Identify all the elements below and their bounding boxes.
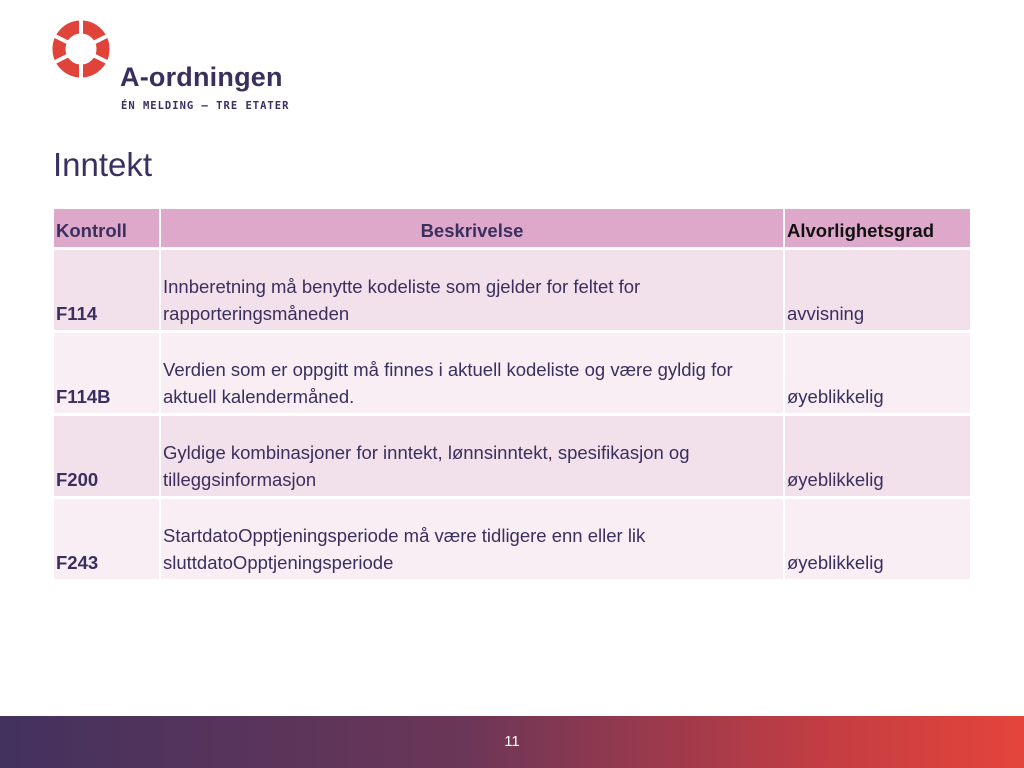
a-ordningen-logo-mark-icon [50, 18, 112, 80]
cell-alvorlighetsgrad: avvisning [785, 250, 970, 330]
a-ordningen-logo [50, 18, 290, 112]
column-header-beskrivelse: Beskrivelse [161, 209, 783, 247]
control-rules-table [52, 206, 972, 582]
page-number: 11 [504, 733, 520, 750]
cell-kontroll: F114 [54, 250, 159, 330]
cell-alvorlighetsgrad: øyeblikkelig [785, 499, 970, 579]
cell-kontroll: F114B [54, 333, 159, 413]
cell-kontroll: F243 [54, 499, 159, 579]
page-title: Inntekt [53, 146, 153, 183]
cell-beskrivelse: Innberetning må benytte kodeliste som gjelder for feltet for rapporteringsmåneden [161, 250, 783, 330]
table-row [54, 333, 970, 413]
cell-alvorlighetsgrad: øyeblikkelig [785, 333, 970, 413]
cell-beskrivelse: StartdatoOpptjeningsperiode må være tidligere enn eller lik sluttdatoOpptjeningsperiode [161, 499, 783, 579]
table-row [54, 416, 970, 496]
logo-tagline: ÉN MELDING – TRE ETATER [121, 100, 290, 112]
column-header-alvorlighetsgrad: Alvorlighetsgrad [785, 209, 970, 247]
table-header-row [54, 209, 970, 247]
footer-bar [0, 716, 1024, 768]
cell-alvorlighetsgrad: øyeblikkelig [785, 416, 970, 496]
cell-kontroll: F200 [54, 416, 159, 496]
cell-beskrivelse: Verdien som er oppgitt må finnes i aktuell kodeliste og være gyldig for aktuell kalendermåned. [161, 333, 783, 413]
table-row [54, 499, 970, 579]
table-row [54, 250, 970, 330]
logo-wordmark: A-ordningen [120, 62, 283, 92]
column-header-kontroll: Kontroll [54, 209, 159, 247]
cell-beskrivelse: Gyldige kombinasjoner for inntekt, lønnsinntekt, spesifikasjon og tilleggsinformasjon [161, 416, 783, 496]
